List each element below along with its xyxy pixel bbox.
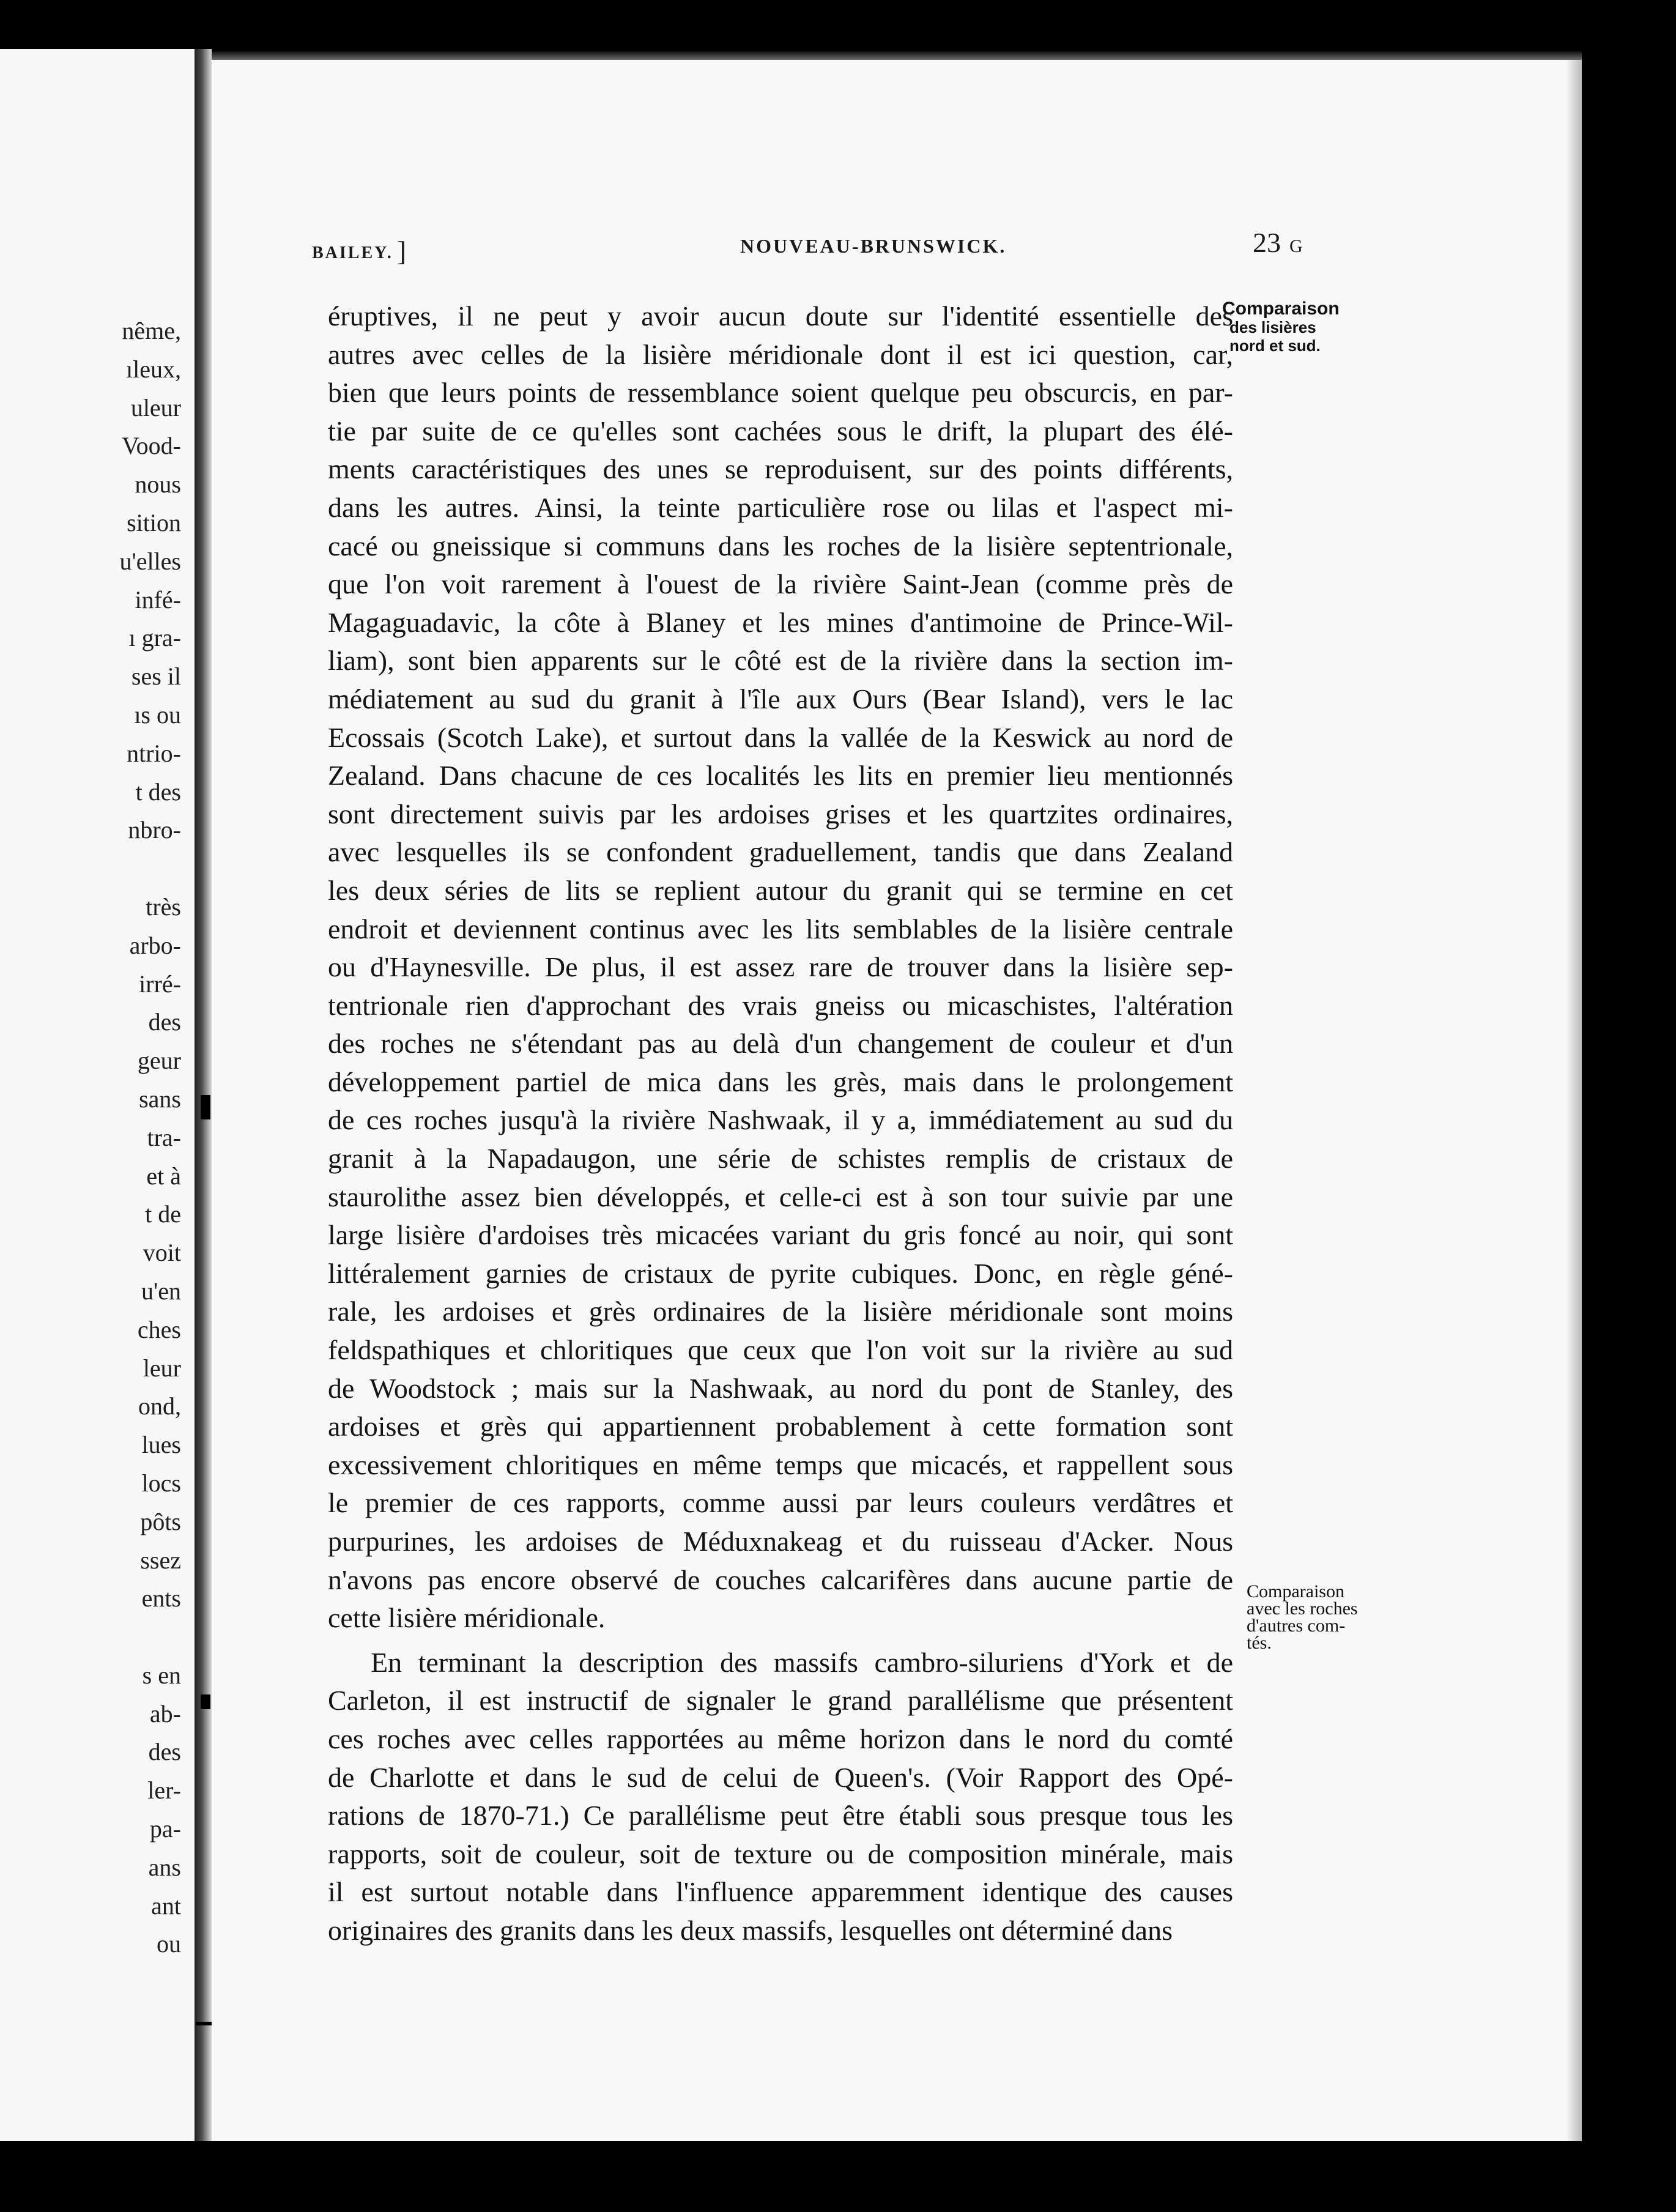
previous-page-fragment: ches (137, 1315, 181, 1343)
text-line: Ecossais (Scotch Lake), et surtout dans la vallée de la Keswick au nord de (328, 721, 1233, 753)
text-line: cacé ou gneissique si communs dans les roches de la lisière septentrionale, (328, 530, 1233, 562)
previous-page-fragment: arbo- (129, 931, 181, 959)
previous-page-fragment: nême, (122, 317, 181, 344)
previous-page-fragment: des (148, 1008, 181, 1036)
page-number (1253, 226, 1303, 259)
text-line: Carleton, il est instructif de signaler le grand parallélisme que présentent (328, 1685, 1233, 1717)
text-line: il est surtout notable dans l'influence apparemment identique des causes (328, 1876, 1233, 1908)
text-line: dans les autres. Ainsi, la teinte particulière rose ou lilas et l'aspect mi- (328, 491, 1233, 523)
margin-note-line: Comparaison (1222, 299, 1340, 319)
text-line: staurolithe assez bien développés, et celle-ci est à son tour suivie par une (328, 1181, 1233, 1212)
page-top-edge (212, 51, 1582, 60)
text-line: excessivement chloritiques en même temps que micacés, et rappellent sous (328, 1449, 1233, 1480)
margin-note-line: tés. (1247, 1633, 1272, 1653)
previous-page-fragment: des (148, 1738, 181, 1766)
text-line: de ces roches jusqu'à la rivière Nashwaak, il y a, immédiatement au sud du (328, 1104, 1233, 1136)
previous-page-fragment: ond, (138, 1392, 181, 1420)
previous-page-fragment: voit (143, 1239, 181, 1267)
binding-mark (201, 1095, 210, 1119)
previous-page-fragment: et à (146, 1162, 181, 1190)
text-line: littéralement garnies de cristaux de pyrite cubiques. Donc, en règle géné- (328, 1257, 1233, 1289)
body-text (328, 297, 1233, 1950)
previous-page-fragment: nous (135, 470, 181, 499)
text-line: de Woodstock ; mais sur la Nashwaak, au nord du pont de Stanley, des (328, 1372, 1233, 1404)
previous-page-fragment: irré- (139, 970, 181, 998)
paragraph-2 (328, 1644, 1233, 1950)
previous-page-fragment: t des (135, 778, 181, 806)
binding-mark (201, 1694, 210, 1709)
margin-note-line: des lisières (1229, 318, 1316, 336)
text-line: le premier de ces rapports, comme aussi par leurs couleurs verdâtres et (328, 1487, 1233, 1519)
previous-page-fragment: lues (141, 1431, 181, 1459)
text-line: rations de 1870-71.) Ce parallélisme peut être établi sous presque tous les (328, 1800, 1233, 1832)
previous-page-fragment: ı gra- (128, 624, 181, 652)
previous-page-fragment: locs (141, 1469, 181, 1497)
previous-page-fragment: geur (137, 1047, 181, 1075)
text-line: Magaguadavic, la côte à Blaney et les mines d'antimoine de Prince-Wil- (328, 606, 1233, 638)
text-line: ments caractéristiques des unes se reproduisent, sur des points différents, (328, 453, 1233, 485)
text-line: rale, les ardoises et grès ordinaires de la lisière méridionale sont moins (328, 1296, 1233, 1327)
previous-page-fragment: ab- (149, 1699, 181, 1728)
previous-page-fragment: ntrio- (127, 739, 181, 767)
text-line: large lisière d'ardoises très micacées variant du gris foncé au noir, qui sont (328, 1219, 1233, 1251)
previous-page-fragment: ents (141, 1584, 181, 1613)
margin-note-line: d'autres com- (1247, 1616, 1346, 1636)
previous-page-fragment: u'en (141, 1277, 181, 1305)
previous-page-fragment (119, 850, 181, 888)
text-line: rapports, soit de couleur, soit de texture ou de composition minérale, mais (328, 1838, 1233, 1869)
author-name: BAILEY. (312, 243, 393, 262)
text-line: tentrionale rien d'approchant des vrais gneiss ou micaschistes, l'altération (328, 989, 1233, 1021)
previous-page-edge (0, 49, 195, 2141)
page-fold-shadow (1566, 60, 1582, 2141)
previous-page-fragment: nbro- (128, 816, 181, 844)
previous-page-fragment (119, 1618, 181, 1657)
text-line: ou d'Haynesville. De plus, il est assez rare de trouver dans la lisière sep- (328, 951, 1233, 983)
previous-page-fragment: ler- (147, 1776, 181, 1805)
text-line: que l'on voit rarement à l'ouest de la rivière Saint-Jean (comme près de (328, 568, 1233, 600)
margin-note-2 (1247, 1583, 1358, 1652)
text-line: feldspathiques et chloritiques que ceux que l'on voit sur la rivière au sud (328, 1334, 1233, 1366)
previous-page-fragment: leur (143, 1354, 181, 1382)
paragraph-1 (328, 297, 1233, 1638)
text-line: développement partiel de mica dans les grès, mais dans le prolongement (328, 1066, 1233, 1097)
text-line: sont directement suivis par les ardoises grises et les quartzites ordinaires, (328, 798, 1233, 830)
previous-page-fragment: très (146, 893, 181, 921)
page-title: NOUVEAU-BRUNSWICK. (740, 235, 1007, 257)
text-line: ces roches avec celles rapportées au même horizon dans le nord du comté (328, 1723, 1233, 1754)
previous-page-text-fragments (119, 312, 181, 1964)
text-line: tie par suite de ce qu'elles sont cachées sous le drift, la plupart des élé- (328, 415, 1233, 447)
text-line: En terminant la description des massifs cambro-siluriens d'York et de (371, 1646, 1233, 1678)
previous-page-fragment: ıleux, (126, 355, 181, 383)
text-line: des roches ne s'étendant pas au delà d'un changement de couleur et d'un (328, 1028, 1233, 1060)
text-line: granit à la Napadaugon, une série de schistes remplis de cristaux de (328, 1143, 1233, 1175)
text-line: liam), sont bien apparents sur le côté est de la rivière dans la section im- (328, 645, 1233, 677)
page-series-letter: G (1289, 236, 1303, 256)
text-line: ardoises et grès qui appartiennent probablement à cette formation sont (328, 1411, 1233, 1442)
text-line: purpurines, les ardoises de Méduxnakeag et du ruisseau d'Acker. Nous (328, 1526, 1233, 1557)
previous-page-fragment: sans (139, 1085, 181, 1113)
previous-page-fragment: t de (145, 1200, 181, 1228)
previous-page-fragment: pôts (140, 1507, 181, 1535)
previous-page-fragment: ou (157, 1930, 181, 1958)
previous-page-fragment: sition (127, 508, 181, 536)
text-line: Zealand. Dans chacune de ces localités les lits en premier lieu mentionnés (328, 760, 1233, 792)
text-line: avec lesquelles ils se confondent graduellement, tandis que dans Zealand (328, 836, 1233, 868)
book-page (212, 60, 1582, 2141)
previous-page-fragment: uleur (130, 393, 181, 421)
previous-page-fragment: u'elles (119, 547, 181, 575)
previous-page-fragment: ıs ou (134, 700, 181, 729)
text-line: de Charlotte et dans le sud de celui de Queen's. (Voir Rapport des Opé- (328, 1761, 1233, 1793)
previous-page-fragment: pa- (149, 1815, 181, 1843)
text-line: n'avons pas encore observé de couches calcarifères dans aucune partie de (328, 1564, 1233, 1595)
text-line: les deux séries de lits se replient autour du granit qui se termine en cet (328, 874, 1233, 906)
text-line: bien que leurs points de ressemblance soient quelque peu obscurcis, en par- (328, 377, 1233, 409)
margin-note-1 (1222, 300, 1340, 355)
previous-page-fragment: s en (142, 1661, 181, 1689)
running-head (312, 227, 1474, 267)
margin-note-line: Comparaison (1247, 1581, 1344, 1601)
text-line: cette lisière méridionale. (328, 1602, 606, 1634)
margin-note-line: nord et sud. (1229, 336, 1321, 355)
previous-page-fragment: ant (151, 1891, 181, 1920)
author-tag: BAILEY. ] (312, 236, 409, 267)
previous-page-fragment: Vood- (121, 432, 181, 460)
previous-page-fragment: infé- (135, 585, 181, 614)
previous-page-fragment: ssez (140, 1546, 181, 1574)
text-line: originaires des granits dans les deux massifs, lesquelles ont déterminé dans (328, 1914, 1173, 1946)
text-line: autres avec celles de la lisière méridionale dont il est ici question, car, (328, 338, 1233, 370)
previous-page-fragment: ans (148, 1853, 181, 1881)
page-number-value: 23 (1253, 227, 1281, 258)
margin-note-line: avec les roches (1247, 1598, 1358, 1619)
previous-page-fragment: tra- (147, 1123, 181, 1151)
previous-page-fragment: ses il (131, 662, 181, 691)
text-line: endroit et deviennent continus avec les lits semblables de la lisière centrale (328, 913, 1233, 945)
text-line: éruptives, il ne peut y avoir aucun doute sur l'identité essentielle des (328, 300, 1233, 332)
text-line: médiatement au sud du granit à l'île aux Ours (Bear Island), vers le lac (328, 683, 1233, 714)
